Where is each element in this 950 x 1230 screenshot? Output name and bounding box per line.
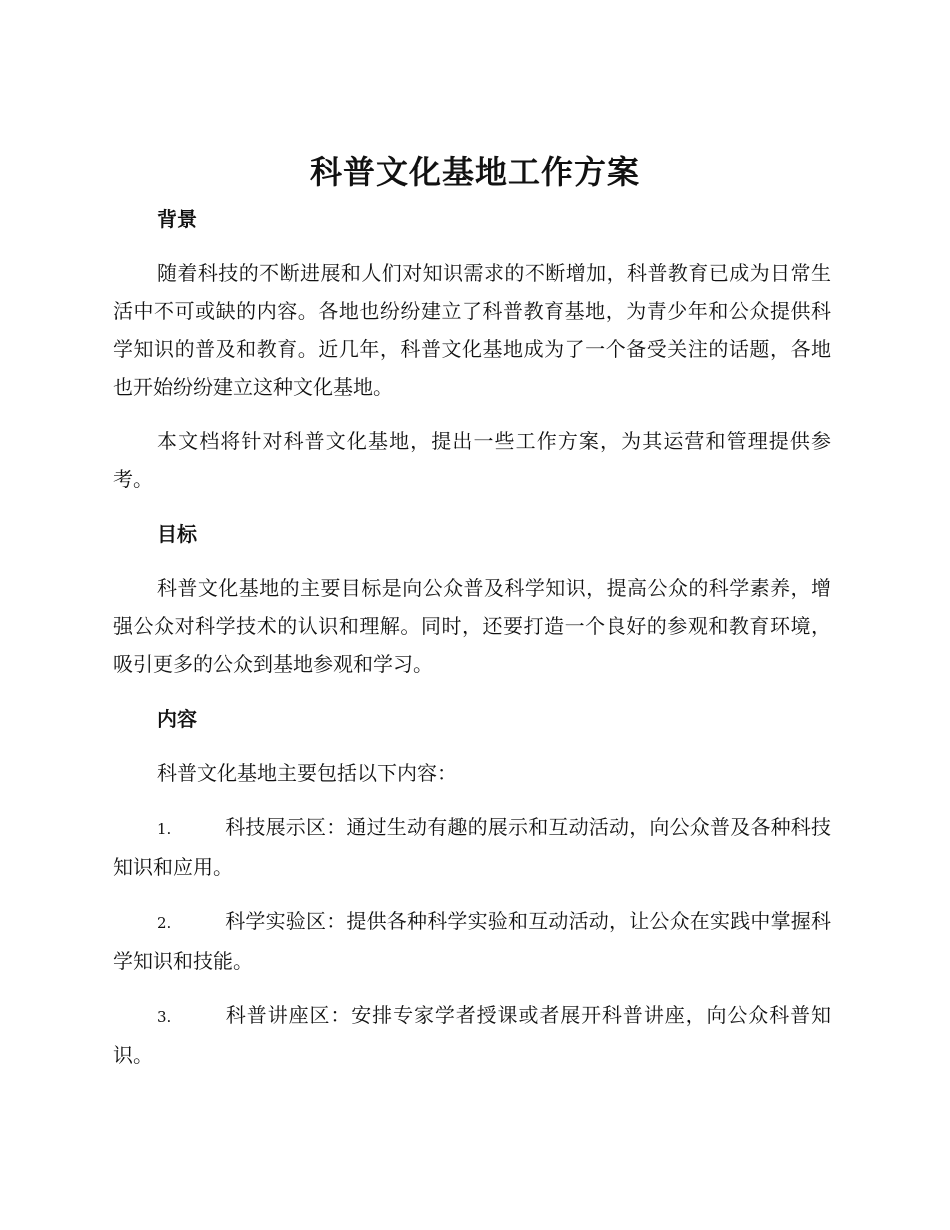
section-heading-goal: 目标 — [157, 522, 197, 546]
document-body — [113, 200, 831, 1074]
list-item-number: 3. — [157, 1008, 172, 1026]
list-item-text: 科学实验区：提供各种科学实验和互动活动，让公众在实践中掌握科学知识和技能。 — [113, 909, 831, 973]
list-item — [113, 808, 831, 886]
background-paragraph-1: 随着科技的不断进展和人们对知识需求的不断增加，科普教育已成为日常生活中不可或缺的内容。各地也纷纷建立了科普教育基地，为青少年和公众提供科学知识的普及和教育。近几年，科普文化基地成为了一个备受关注的话题，各地也开始纷纷建立这种文化基地。 — [113, 261, 831, 399]
list-item-text: 科普讲座区：安排专家学者授课或者展开科普讲座，向公众科普知识。 — [113, 1003, 831, 1067]
document-title: 科普文化基地工作方案 — [309, 153, 640, 191]
list-item-number: 2. — [157, 914, 172, 932]
list-item-number: 1. — [157, 820, 172, 838]
list-item — [113, 996, 831, 1074]
section-heading-content: 内容 — [157, 707, 197, 731]
list-item-text: 科技展示区：通过生动有趣的展示和互动活动，向公众普及各种科技知识和应用。 — [113, 815, 831, 879]
section-heading-background: 背景 — [157, 207, 197, 231]
goal-paragraph-1: 科普文化基地的主要目标是向公众普及科学知识，提高公众的科学素养，增强公众对科学技术的认识和理解。同时，还要打造一个良好的参观和教育环境，吸引更多的公众到基地参观和学习。 — [113, 576, 831, 676]
list-item — [113, 902, 831, 980]
background-paragraph-2: 本文档将针对科普文化基地，提出一些工作方案，为其运营和管理提供参考。 — [113, 429, 831, 491]
content-intro: 科普文化基地主要包括以下内容： — [157, 761, 457, 785]
